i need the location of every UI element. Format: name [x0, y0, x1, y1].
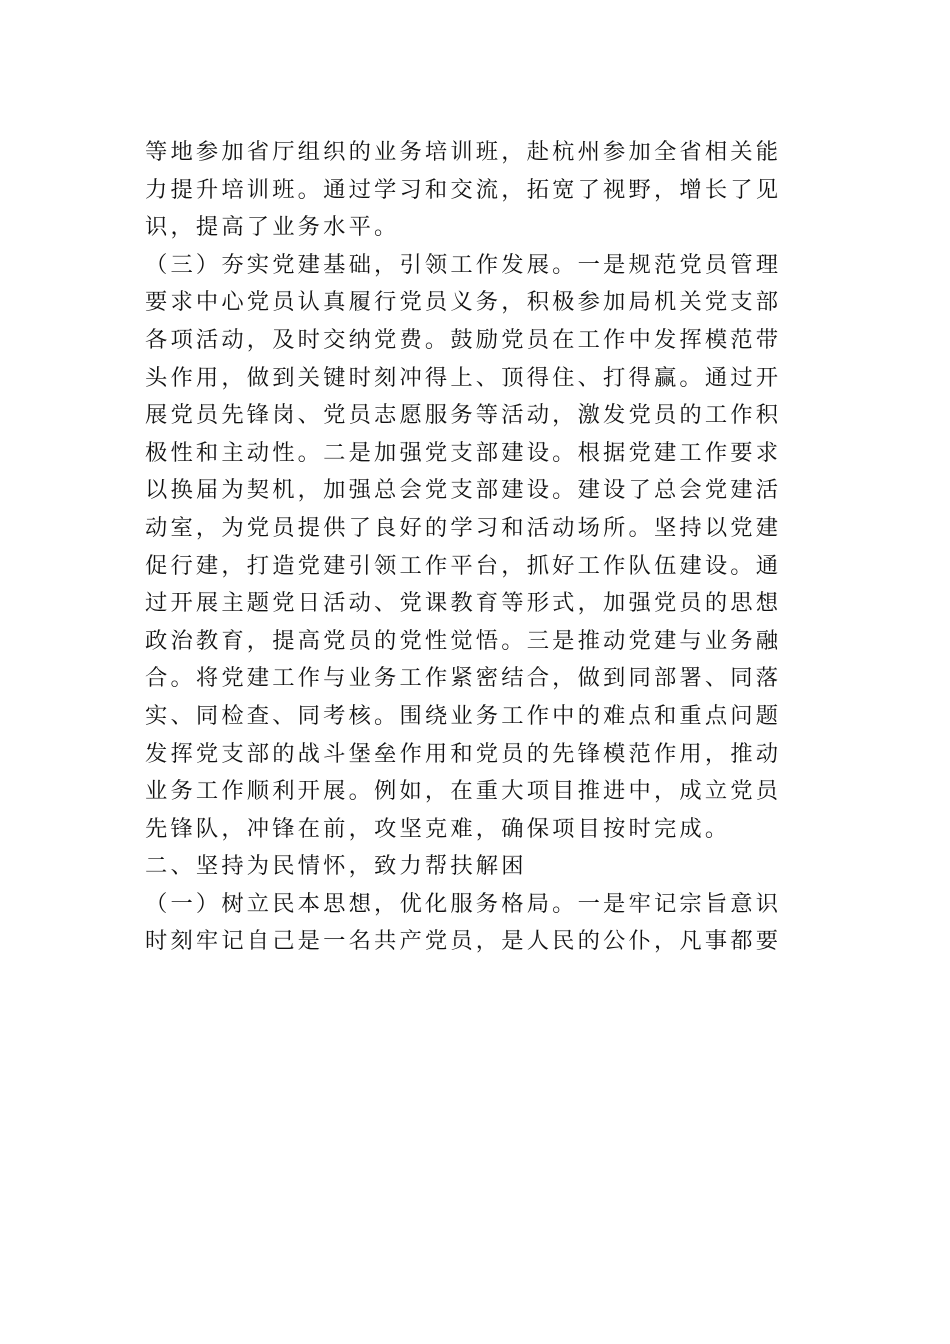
text-line: 时刻牢记自己是一名共产党员，是人民的公仆，凡事都要	[145, 928, 782, 955]
text-line: 展党员先锋岗、党员志愿服务等活动，激发党员的工作积	[145, 402, 782, 429]
text-line: 动室，为党员提供了良好的学习和活动场所。坚持以党建	[145, 514, 782, 541]
document-body	[145, 134, 815, 961]
text-line: 力提升培训班。通过学习和交流，拓宽了视野，增长了见	[145, 176, 782, 203]
text-line: 实、同检查、同考核。围绕业务工作中的难点和重点问题	[145, 702, 782, 729]
text-line: 合。将党建工作与业务工作紧密结合，做到同部署、同落	[145, 665, 782, 692]
text-line: 头作用，做到关键时刻冲得上、顶得住、打得赢。通过开	[145, 364, 782, 391]
text-line: 各项活动，及时交纳党费。鼓励党员在工作中发挥模范带	[145, 326, 782, 353]
text-line: 要求中心党员认真履行党员义务，积极参加局机关党支部	[145, 289, 782, 316]
text-line: 政治教育，提高党员的党性觉悟。三是推动党建与业务融	[145, 627, 782, 654]
text-line: 等地参加省厅组织的业务培训班，赴杭州参加全省相关能	[145, 139, 782, 165]
section-heading-3: （三）夯实党建基础，引领工作发展。一是规范党员管理	[145, 251, 782, 278]
text-line: 促行建，打造党建引领工作平台，抓好工作队伍建设。通	[145, 552, 782, 579]
section-heading-1: （一）树立民本思想，优化服务格局。一是牢记宗旨意识	[145, 890, 782, 917]
text-line: 业务工作顺利开展。例如，在重大项目推进中，成立党员	[145, 778, 782, 805]
text-line: 识，提高了业务水平。	[145, 214, 400, 241]
text-line: 先锋队，冲锋在前，攻坚克难，确保项目按时完成。	[145, 815, 731, 842]
text-line: 以换届为契机，加强总会党支部建设。建设了总会党建活	[145, 477, 782, 504]
chapter-heading-2: 二、坚持为民情怀，致力帮扶解困	[145, 853, 527, 880]
text-line: 极性和主动性。二是加强党支部建设。根据党建工作要求	[145, 439, 782, 466]
text-line: 发挥党支部的战斗堡垒作用和党员的先锋模范作用，推动	[145, 740, 782, 767]
text-line: 过开展主题党日活动、党课教育等形式，加强党员的思想	[145, 590, 782, 617]
